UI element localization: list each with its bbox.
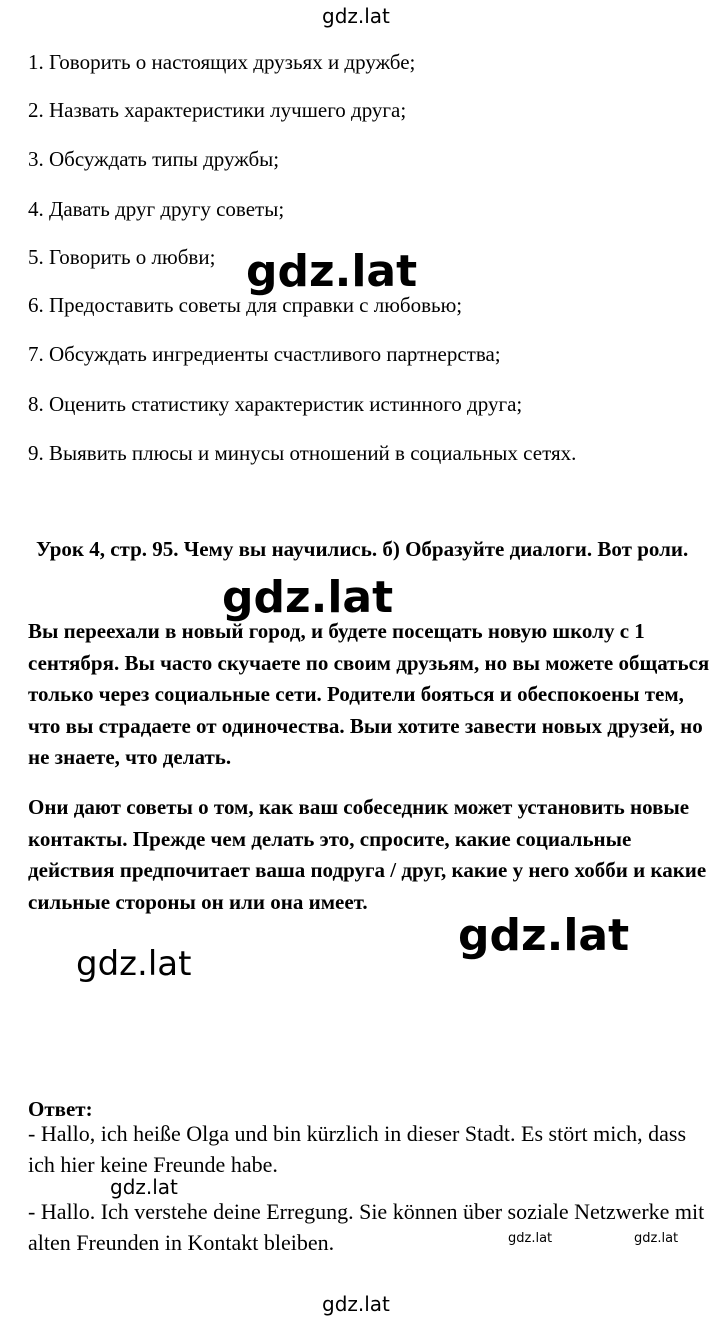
answer-label: Ответ: (28, 1097, 93, 1121)
task-heading: Урок 4, стр. 95. Чему вы научились. б) Образуйте диалоги. Вот роли. (36, 537, 689, 561)
watermark-small: gdz.lat (110, 1175, 178, 1199)
list-item: 8. Оценить статистику характеристик истинного друга; (28, 392, 523, 416)
list-item: 1. Говорить о настоящих друзьях и дружбе; (28, 50, 416, 74)
watermark-large: gdz.lat (222, 572, 394, 623)
watermark-tiny: gdz.lat (634, 1231, 679, 1246)
answer-line: - Hallo. Ich verstehe deine Erregung. Sie können über soziale Netzwerke mit alten Freunden in Kontakt bleiben. (28, 1199, 705, 1255)
list-item: 3. Обсуждать типы дружбы; (28, 147, 280, 171)
list-item: 2. Назвать характеристики лучшего друга; (28, 98, 407, 122)
list-item: 5. Говорить о любви; (28, 245, 216, 269)
role-one-paragraph: Вы переехали в новый город, и будете посещать новую школу с 1 сентября. Вы часто скучаете по своим друзьям, но вы можете общаться только через социальные сети. Родители бояться и обеспокоены тем, что вы страдаете от одиночества. Выи хотите завести новых друзей, но не знаете, что делать. (28, 619, 710, 769)
list-item: 9. Выявить плюсы и минусы отношений в социальных сетях. (28, 441, 577, 465)
watermark-tiny: gdz.lat (508, 1231, 553, 1246)
answer-line: - Hallo, ich heiße Olga und bin kürzlich in dieser Stadt. Es stört mich, dass ich hier keine Freunde habe. (28, 1121, 687, 1177)
list-item: 7. Обсуждать ингредиенты счастливого партнерства; (28, 342, 501, 366)
role-two-paragraph: Они дают советы о том, как ваш собеседник может установить новые контакты. Прежде чем делать это, спросите, какие социальные действия предпочитает ваша подруга / друг, какие у него хобби и какие сильные стороны он или она имеет. (28, 795, 707, 914)
watermark-bottom: gdz.lat (322, 1292, 390, 1316)
watermark-large: gdz.lat (458, 910, 630, 961)
watermark-top: gdz.lat (322, 4, 390, 28)
watermark-large: gdz.lat (246, 246, 418, 297)
watermark-medium: gdz.lat (76, 944, 192, 984)
list-item: 6. Предоставить советы для справки с любовью; (28, 293, 463, 317)
list-item: 4. Давать друг другу советы; (28, 197, 285, 221)
